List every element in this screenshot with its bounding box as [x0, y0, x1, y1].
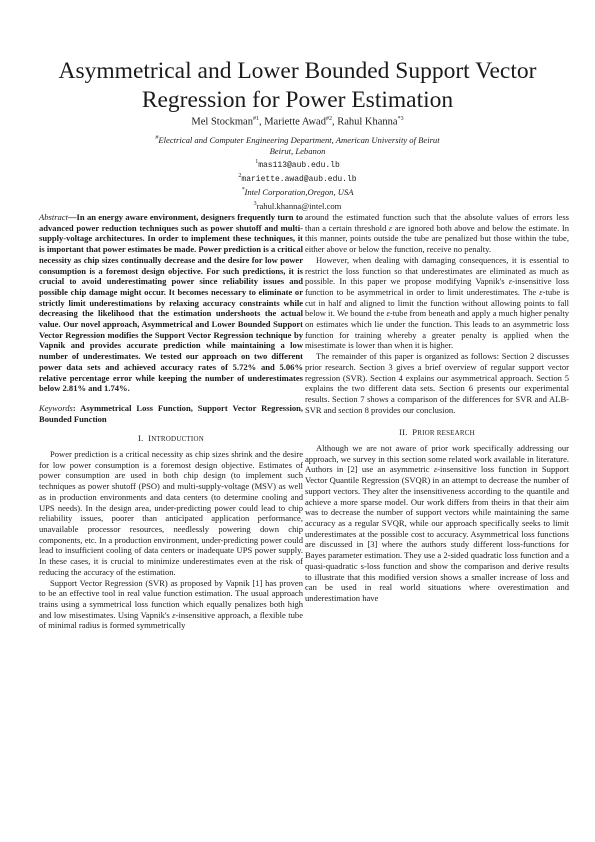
- text-run: Although we are not aware of prior work specifically addressing our approach, we survey in this section some related work available in literature. Authors in [2] use an asymmetric: [305, 443, 569, 475]
- author-list: Mel Stockman$^{\#1}$, Mariette Awad$^{\#2}$, Rahul Khanna$^{*3}$: [191, 116, 404, 128]
- abstract: [39, 212, 303, 394]
- author-name: Mariette Awad: [264, 116, 326, 128]
- section-heading-prior-research: [305, 427, 569, 439]
- email-2: [0, 171, 595, 185]
- right-column: [305, 212, 569, 604]
- continued-paragraph: [305, 212, 569, 255]
- email-mark: 3: [253, 201, 257, 207]
- author-mark: *3: [397, 116, 404, 122]
- email-3: [0, 199, 595, 212]
- text-run: -insensitive approach, a flexible tube of minimal radius is formed symmetrically: [39, 609, 303, 631]
- intro-paragraph-2: [39, 578, 303, 632]
- section-title-initial: P: [412, 427, 418, 438]
- text-run: -tube is cut in half and aligned to limit the function without allowing points to fall below it. We bound the: [305, 286, 569, 319]
- keywords-body: : Asymmetrical Loss Function, Support Vector Regression, Bounded Function: [39, 402, 303, 424]
- affiliation-mark: #: [155, 135, 159, 141]
- intro-paragraph-1: Power prediction is a critical necessity as chip sizes shrink and the desire for low power consumption is a foremost design objective. Estimates of power consumption are used in both chip design (to implement such techniques as power shutoff (PSO) and multi-supply-voltage (MSV) as well as in production environments and data centers (to determine cooling and UPS needs). In the design area, under-predicting power could lead to chip reliability issues, poorer than anticipated application performance, unavailable processor resources, needlessly powering down chip components, etc. In a production environment, under-predicting power could lead to insufficient cooling of data centers or inadequate UPS power supply. In these cases, it is crucial to minimize underestimates even at the risk of reducing the accuracy of the estimation.: [39, 449, 303, 577]
- text-run: Support Vector Regression (SVR) as proposed by Vapnik [1] has proven to be an effective tool in real value function estimation. The usual approach trains using a symmetrical loss function which equally penalizes both high and low misestimates. Using Vapnik's: [39, 577, 303, 620]
- affiliation-line: Intel Corporation,Oregon, USA: [244, 186, 354, 197]
- email-1: [0, 157, 595, 171]
- title-line-2: Regression for Power Estimation: [141, 87, 454, 113]
- epsilon-symbol: ε: [433, 464, 438, 475]
- email-address: mariette.awad@aub.edu.lb: [241, 174, 357, 184]
- title-line-1: Asymmetrical and Lower Bounded Support Vector: [58, 58, 537, 84]
- section-title-rest: RIOR RESEARCH: [417, 429, 475, 438]
- affiliation-line: Electrical and Computer Engineering Department, American University of Beirut: [158, 134, 440, 145]
- section-title-rest: NTRODUCTION: [151, 435, 204, 444]
- email-address: rahul.khanna@intel.com: [256, 200, 342, 211]
- email-mark: 1: [255, 159, 259, 165]
- author-name: Mel Stockman: [191, 116, 253, 128]
- epsilon-symbol: ε: [508, 276, 513, 287]
- author-mark: #1: [252, 116, 259, 122]
- approach-paragraph: [305, 255, 569, 351]
- epsilon-symbol: ε: [172, 609, 176, 620]
- email-mark: 2: [238, 173, 242, 179]
- abstract-lead: Abstract: [39, 212, 68, 222]
- left-column: [39, 212, 303, 631]
- abstract-body: —In an energy aware environment, designers frequently turn to advanced power reduction techniques such as power shutoff and multi-supply-voltage architectures. In order to implement these techniques, it is important that power estimates be made. Power prediction is a critical necessity as chip sizes continually decrease and the desire for low power consumption is a foremost design objective. For such predictions, it is crucial to avoid underestimating power since reliability issues and possible chip damage might occur. It becomes necessary to eliminate or strictly limit underestimations by relaxing accuracy constraints while decreasing the likelihood that the estimation undershoots the actual value. Our novel approach, Asymmetrical and Lower Bounded Support Vector Regression modifies the Support Vector Regression technique by Vapnik and provides accurate prediction while maintaining a low number of underestimates. We tested our approach on two different power data sets and achieved accuracy rates of 5.72% and 5.06% relative percentage error while keeping the number of underestimates below 2.81% and 1.74%.: [39, 212, 303, 394]
- section-number: II.: [399, 427, 408, 438]
- section-number: I.: [138, 433, 144, 444]
- text-run: -tube from beneath and apply a much higher penalty on estimates which lie under the function. This leads to an asymmetric loss function for training whereby a greater penalty is applied when the misestimate is lower than when it is higher.: [305, 308, 569, 351]
- text-run: around the estimated function such that the absolute values of errors less than a certain threshold: [305, 212, 569, 233]
- author-name: Rahul Khanna: [337, 116, 398, 128]
- author-mark: #2: [325, 116, 332, 122]
- text-run: -insensitive loss function in Support Vector Quantile Regression (SVQR) in an attempt to decrease the number of support vectors. They alter the insensitiveness according to the quantile and achieve a more sparse model. Our work differs from theirs in that their aim was to decrease the number of support vectors while maintaining the same accuracy as a regular SVQR, while our approach specifically seeks to limit underestimates at the possible cost to accuracy. Asymmetrical loss functions are discussed in [3] where the authors study different loss-functions for Bayes parameter estimation. They use a 2-sided quadratic loss function and a quasi-quadratic s-loss function and show the comparison and derive results to illustrate that this modified version shows a smaller increase of loss and can be used in real world situations where overestimation and underestimation have: [305, 464, 569, 603]
- email-address: mas113@aub.edu.lb: [258, 160, 340, 170]
- affiliation-mark: *: [241, 187, 245, 193]
- text-run: However, when dealing with damaging consequences, it is essential to restrict the loss function so that underestimates are eliminated as much as possible. In this paper we propose modifying Vapnik's: [305, 254, 569, 287]
- section-heading-introduction: [39, 433, 303, 445]
- affiliation-1: [0, 133, 595, 157]
- affiliation-2: [0, 185, 595, 198]
- section-title-initial: I: [148, 433, 152, 444]
- organization-paragraph: The remainder of this paper is organized as follows: Section 2 discusses prior research. Section 3 gives a brief overview of regular support vector regression (SVR). Section 4 explains our asymmetrical approach. Section 5 explains the two different data sets. Section 6 presents our experimental results. Section 7 shows a comparison of the differences for SVR and ALB-SVR and section 8 provides our conclusion.: [305, 351, 569, 415]
- text-run: are ignored both above and below the estimate. In this manner, points outside the tube are penalized but those within the tube, either above or below the function, receive no penalty.: [305, 222, 569, 255]
- epsilon-symbol: ε: [388, 222, 393, 233]
- keywords-lead: Keywords: [39, 402, 73, 413]
- epsilon-symbol: ε: [539, 286, 543, 297]
- text-run: -insensitive loss function to be asymmetrical in order to limit underestimates. The: [305, 276, 569, 297]
- prior-research-paragraph: [305, 443, 569, 604]
- affiliation-line: Beirut, Lebanon: [269, 145, 326, 156]
- paper-title: [20, 57, 575, 115]
- keywords: [39, 403, 303, 424]
- epsilon-symbol: ε: [386, 308, 390, 319]
